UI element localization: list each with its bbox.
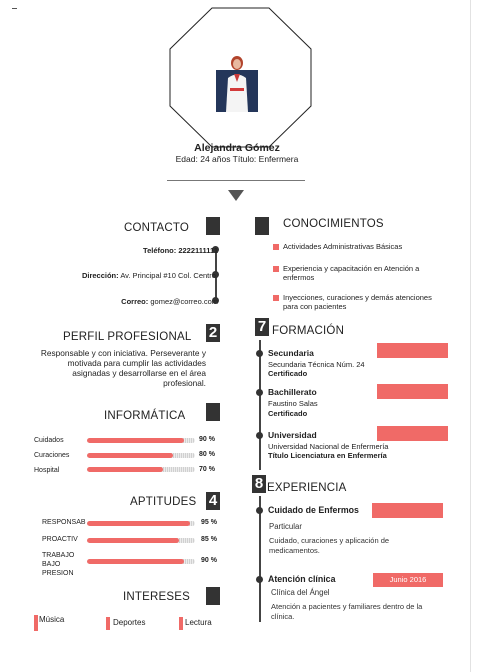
education-cert: Certificado: [268, 409, 308, 418]
experience-date-box: [372, 503, 443, 518]
skill-percent: 90 %: [199, 436, 215, 443]
contact-phone: Teléfono: 2222111111: [143, 246, 218, 255]
perfil-text: Responsable y con iniciativa. Perseverante y motivada para cumplir las actividades asignadas y desarrollarse en el área profesional.: [40, 348, 206, 388]
profile-photo: [216, 52, 258, 112]
skill-label: Cuidados: [34, 437, 64, 444]
interest-item: Deportes: [113, 618, 146, 627]
skill-bar-fill: [87, 438, 184, 443]
formacion-number-box: 7: [255, 318, 269, 336]
aptitude-percent: 90 %: [201, 557, 217, 564]
perfil-number-box: 2: [206, 324, 220, 342]
formacion-title: FORMACIÓN: [272, 325, 345, 337]
education-school: Secundaria Técnica Núm. 24: [268, 360, 365, 369]
interest-item: Música: [39, 615, 65, 624]
page-edge: [470, 0, 471, 672]
contact-address: Dirección: Av. Principal #10 Col. Centro.: [81, 271, 218, 280]
timeline-dot: [256, 576, 263, 583]
interest-marker: [106, 617, 110, 630]
aptitude-bar: [87, 538, 195, 543]
education-date-box: [377, 343, 448, 358]
timeline-dot: [256, 350, 263, 357]
experience-date: Junio 2016: [373, 573, 443, 587]
corner-mark: [12, 8, 17, 9]
informatica-number-box: [206, 403, 220, 421]
skill-bar: [87, 467, 195, 472]
timeline-dot: [256, 507, 263, 514]
aptitude-bar: [87, 521, 195, 526]
skill-label: Curaciones: [34, 452, 70, 459]
skill-bar-fill: [87, 467, 163, 472]
education-title: Bachillerato: [268, 387, 317, 397]
aptitude-bar-fill: [87, 559, 184, 564]
experiencia-number-box: 8: [252, 475, 266, 493]
age-title: Edad: 24 años Título: Enfermera: [175, 154, 299, 164]
bullet-square: [273, 295, 279, 301]
divider-triangle-icon: [228, 190, 244, 201]
conocimiento-item: Experiencia y capacitación en Atención a enfermos: [283, 264, 420, 282]
skill-percent: 70 %: [199, 466, 215, 473]
experience-desc: Atención a pacientes y familiares dentro de la clínica.: [271, 602, 423, 621]
skill-bar-fill: [87, 453, 173, 458]
education-cert: Título Licenciatura en Enfermería: [268, 451, 387, 460]
intereses-title: INTERESES: [123, 591, 190, 603]
timeline-dot: [256, 389, 263, 396]
experience-title: Atención clínica: [268, 574, 336, 584]
aptitude-label: PROACTIV: [42, 536, 78, 543]
timeline-dot: [256, 432, 263, 439]
education-date-box: [377, 384, 448, 399]
interest-marker: [179, 617, 183, 630]
perfil-title: PERFIL PROFESIONAL: [63, 331, 192, 343]
formacion-timeline: [259, 340, 261, 470]
aptitude-bar-fill: [87, 521, 190, 526]
aptitude-percent: 85 %: [201, 536, 217, 543]
experience-title: Cuidado de Enfermos: [268, 505, 359, 515]
aptitude-bar-fill: [87, 538, 179, 543]
conocimiento-item: Inyecciones, curaciones y demás atenciones para con pacientes: [283, 293, 432, 311]
conocimientos-title: CONOCIMIENTOS: [283, 218, 384, 230]
contacto-number-box: [206, 217, 220, 235]
education-school: Faustino Salas: [268, 399, 318, 408]
education-title: Secundaria: [268, 348, 314, 358]
intereses-number-box: [206, 587, 220, 605]
informatica-title: INFORMÁTICA: [104, 410, 186, 422]
conocimientos-number-box: [255, 217, 269, 235]
experiencia-title: EXPERIENCIA: [267, 482, 347, 494]
skill-label: Hospital: [34, 467, 60, 474]
aptitudes-number-box: 4: [206, 492, 220, 510]
education-date-box: [377, 426, 448, 441]
education-title: Universidad: [268, 430, 317, 440]
skill-bar: [87, 438, 195, 443]
bullet-square: [273, 244, 279, 250]
experiencia-timeline: [259, 496, 261, 622]
aptitude-label: RESPONSAB: [42, 519, 86, 526]
education-school: Universidad Nacional de Enfermería: [268, 442, 389, 451]
aptitude-label: TRABAJO BAJO PRESION: [42, 552, 75, 577]
interest-marker: [34, 615, 38, 631]
header-divider: [167, 180, 305, 181]
full-name: Alejandra Gómez: [194, 142, 280, 154]
conocimiento-item: Actividades Administrativas Básicas: [283, 242, 403, 251]
contact-email: Correo: gomez@correo.com: [121, 297, 218, 306]
experience-place: Particular: [269, 522, 302, 531]
experience-desc: Cuidado, curaciones y aplicación de medicamentos.: [269, 536, 390, 555]
contacto-title: CONTACTO: [124, 222, 190, 234]
experience-place: Clínica del Ángel: [271, 588, 330, 597]
aptitudes-title: APTITUDES: [130, 496, 197, 508]
education-cert: Certificado: [268, 369, 308, 378]
aptitude-bar: [87, 559, 195, 564]
bullet-square: [273, 266, 279, 272]
skill-percent: 80 %: [199, 451, 215, 458]
skill-bar: [87, 453, 195, 458]
interest-item: Lectura: [185, 618, 212, 627]
aptitude-percent: 95 %: [201, 519, 217, 526]
